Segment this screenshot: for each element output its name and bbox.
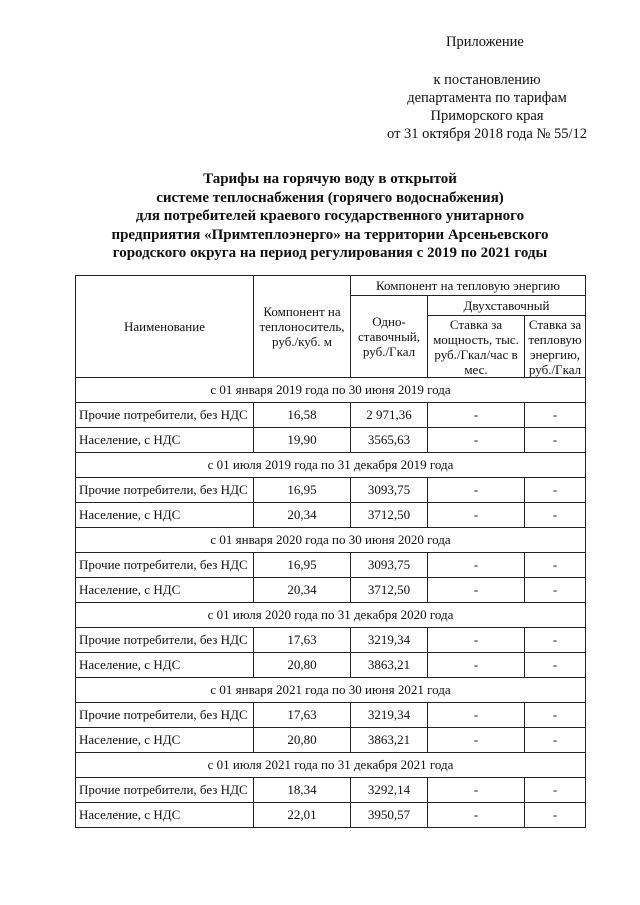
- capacity-value: -: [428, 703, 525, 728]
- capacity-value: -: [428, 728, 525, 753]
- row-name: Население, с НДС: [76, 428, 254, 453]
- appendix-line: Приморского края: [430, 108, 544, 124]
- row-name: Население, с НДС: [76, 503, 254, 528]
- header-one-rate: Одно-ставочный, руб./Гкал: [351, 296, 428, 378]
- table-body: [76, 378, 586, 828]
- row-name: Население, с НДС: [76, 578, 254, 603]
- table-row: [76, 478, 586, 503]
- table-row: [76, 628, 586, 653]
- header-name: Наименование: [76, 276, 254, 378]
- table-row: [76, 553, 586, 578]
- carrier-value: 17,63: [254, 703, 351, 728]
- document-title: [70, 170, 590, 263]
- one-rate-value: 3093,75: [351, 478, 428, 503]
- row-name: Прочие потребители, без НДС: [76, 553, 254, 578]
- capacity-value: -: [428, 628, 525, 653]
- row-name: Прочие потребители, без НДС: [76, 778, 254, 803]
- row-name: Прочие потребители, без НДС: [76, 628, 254, 653]
- carrier-value: 16,95: [254, 478, 351, 503]
- energy-rate-value: -: [525, 428, 586, 453]
- header-energy: Компонент на тепловую энергию: [351, 276, 586, 296]
- energy-rate-value: -: [525, 578, 586, 603]
- energy-rate-value: -: [525, 653, 586, 678]
- one-rate-value: 3093,75: [351, 553, 428, 578]
- appendix-line: от 31 октября 2018 года № 55/12: [387, 126, 587, 142]
- title-line: предприятия «Примтеплоэнерго» на территории Арсеньевского: [111, 226, 549, 243]
- energy-rate-value: -: [525, 728, 586, 753]
- table-row: [76, 503, 586, 528]
- table-row: [76, 703, 586, 728]
- period-row: [76, 453, 586, 478]
- appendix-line: к постановлению: [433, 72, 541, 88]
- period-row: [76, 753, 586, 778]
- one-rate-value: 3219,34: [351, 628, 428, 653]
- tariff-table: [75, 275, 586, 828]
- one-rate-value: 3292,14: [351, 778, 428, 803]
- carrier-value: 16,95: [254, 553, 351, 578]
- header-energy-rate: Ставка за тепловую энергию, руб./Гкал: [525, 316, 586, 378]
- table-row: [76, 578, 586, 603]
- appendix-title: Приложение: [446, 34, 524, 50]
- row-name: Прочие потребители, без НДС: [76, 478, 254, 503]
- period-label: с 01 января 2021 года по 30 июня 2021 года: [76, 678, 586, 703]
- one-rate-value: 3219,34: [351, 703, 428, 728]
- energy-rate-value: -: [525, 628, 586, 653]
- carrier-value: 20,80: [254, 653, 351, 678]
- energy-rate-value: -: [525, 803, 586, 828]
- period-row: [76, 378, 586, 403]
- carrier-value: 19,90: [254, 428, 351, 453]
- row-name: Население, с НДС: [76, 728, 254, 753]
- period-row: [76, 678, 586, 703]
- carrier-value: 18,34: [254, 778, 351, 803]
- capacity-value: -: [428, 553, 525, 578]
- one-rate-value: 3712,50: [351, 578, 428, 603]
- table-row: [76, 728, 586, 753]
- carrier-value: 16,58: [254, 403, 351, 428]
- carrier-value: 20,34: [254, 503, 351, 528]
- capacity-value: -: [428, 403, 525, 428]
- energy-rate-value: -: [525, 478, 586, 503]
- carrier-value: 20,80: [254, 728, 351, 753]
- period-label: с 01 июля 2020 года по 31 декабря 2020 года: [76, 603, 586, 628]
- energy-rate-value: -: [525, 778, 586, 803]
- header-capacity: Ставка за мощность, тыс. руб./Гкал/час в мес.: [428, 316, 525, 378]
- title-line: для потребителей краевого государственного унитарного: [135, 208, 525, 224]
- one-rate-value: 2 971,36: [351, 403, 428, 428]
- capacity-value: -: [428, 503, 525, 528]
- row-name: Население, с НДС: [76, 803, 254, 828]
- title-line: городского округа на период регулирования с 2019 по 2021 годы: [112, 245, 548, 261]
- capacity-value: -: [428, 653, 525, 678]
- appendix-reference: [372, 71, 602, 143]
- capacity-value: -: [428, 428, 525, 453]
- row-name: Прочие потребители, без НДС: [76, 403, 254, 428]
- period-label: с 01 января 2019 года по 30 июня 2019 года: [76, 378, 586, 403]
- row-name: Население, с НДС: [76, 653, 254, 678]
- title-line: системе теплоснабжения (горячего водоснабжения): [156, 189, 504, 206]
- table-row: [76, 778, 586, 803]
- appendix-line: департамента по тарифам: [407, 90, 567, 106]
- carrier-value: 22,01: [254, 803, 351, 828]
- one-rate-value: 3863,21: [351, 728, 428, 753]
- period-label: с 01 января 2020 года по 30 июня 2020 года: [76, 528, 586, 553]
- table-row: [76, 653, 586, 678]
- one-rate-value: 3712,50: [351, 503, 428, 528]
- row-name: Прочие потребители, без НДС: [76, 703, 254, 728]
- table-row: [76, 403, 586, 428]
- title-line: Тарифы на горячую воду в открытой: [203, 171, 457, 187]
- period-label: с 01 июля 2019 года по 31 декабря 2019 года: [76, 453, 586, 478]
- capacity-value: -: [428, 478, 525, 503]
- energy-rate-value: -: [525, 703, 586, 728]
- capacity-value: -: [428, 778, 525, 803]
- capacity-value: -: [428, 803, 525, 828]
- header-two-rate: Двухставочный: [428, 296, 586, 316]
- one-rate-value: 3863,21: [351, 653, 428, 678]
- one-rate-value: 3565,63: [351, 428, 428, 453]
- period-label: с 01 июля 2021 года по 31 декабря 2021 года: [76, 753, 586, 778]
- table-row: [76, 803, 586, 828]
- header-carrier: Компонент на теплоноситель, руб./куб. м: [254, 276, 351, 378]
- one-rate-value: 3950,57: [351, 803, 428, 828]
- period-row: [76, 528, 586, 553]
- carrier-value: 20,34: [254, 578, 351, 603]
- carrier-value: 17,63: [254, 628, 351, 653]
- energy-rate-value: -: [525, 403, 586, 428]
- energy-rate-value: -: [525, 553, 586, 578]
- capacity-value: -: [428, 578, 525, 603]
- period-row: [76, 603, 586, 628]
- table-row: [76, 428, 586, 453]
- energy-rate-value: -: [525, 503, 586, 528]
